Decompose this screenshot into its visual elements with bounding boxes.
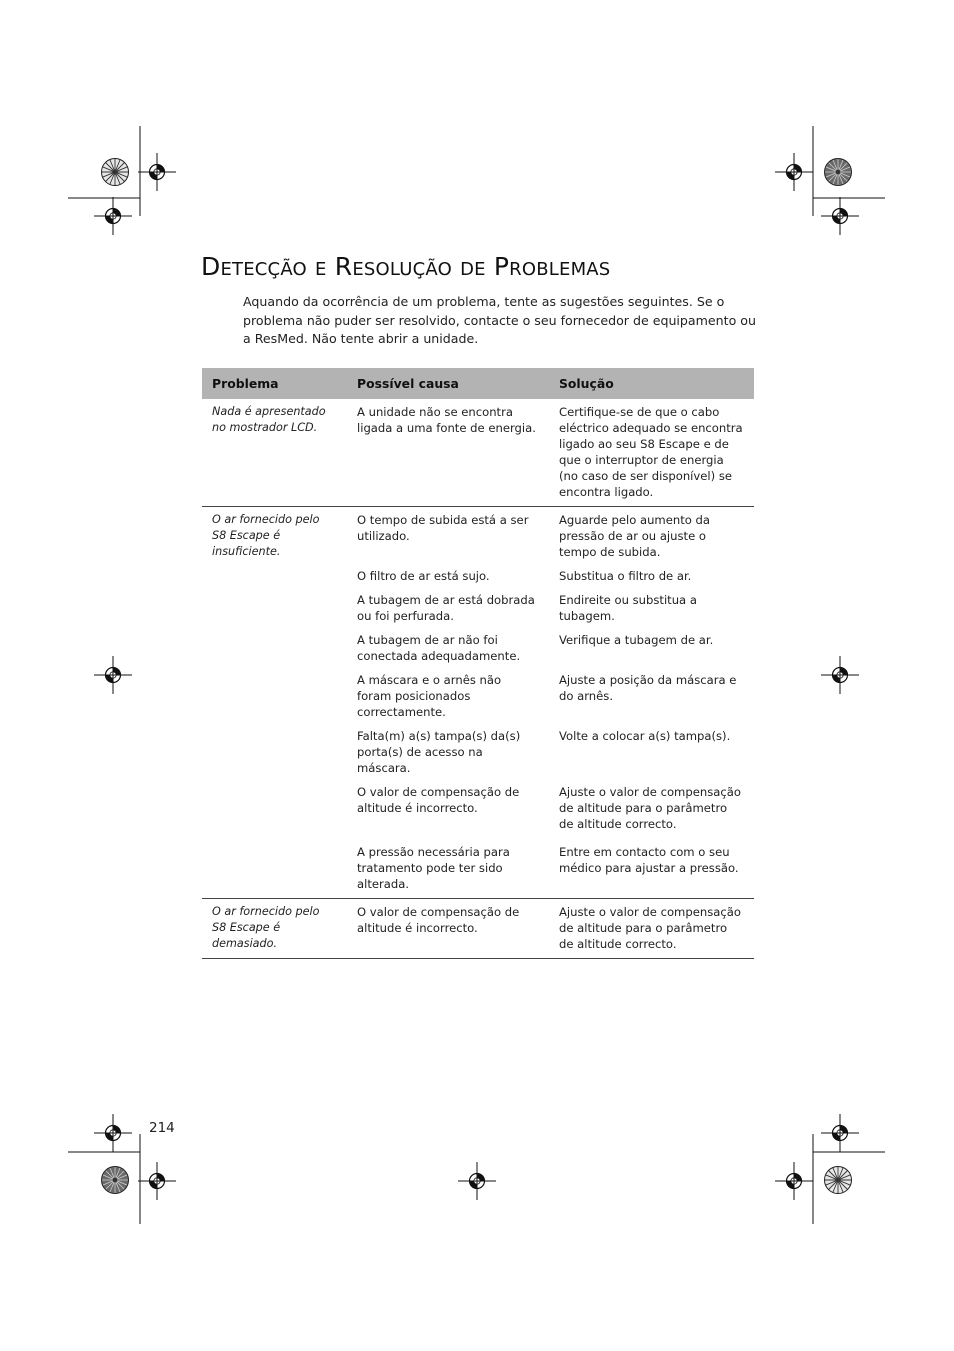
cause-cell: O filtro de ar está sujo. — [357, 569, 490, 583]
solution-cell: Ajuste o valor de compensação de altitude para o parâmetro de altitude correcto. — [549, 899, 754, 959]
solution-cell: Endireite ou substitua a tubagem. — [559, 593, 697, 623]
cause-cell: O valor de compensação de altitude é incorrecto. — [357, 785, 520, 815]
header-cause: Possível causa — [347, 368, 549, 399]
header-solution: Solução — [549, 368, 754, 399]
page-title: Detecção e Resolução de Problemas — [201, 252, 611, 281]
solution-cell: Entre em contacto com o seu médico para ajustar a pressão. — [549, 844, 754, 899]
solution-cell: Volte a colocar a(s) tampa(s). — [559, 729, 731, 743]
solution-cell: Substitua o filtro de ar. — [559, 569, 692, 583]
header-problem: Problema — [202, 368, 347, 399]
solution-cell: Ajuste o valor de compensação de altitude para o parâmetro de altitude correcto. — [559, 785, 741, 831]
cause-cell: O tempo de subida está a ser utilizado. — [357, 513, 529, 543]
solution-cell: Ajuste a posição da máscara e do arnês. — [559, 673, 737, 703]
cause-cell: A pressão necessária para tratamento pode ter sido alterada. — [347, 844, 549, 899]
page-number: 214 — [149, 1120, 175, 1136]
cause-cell: Falta(m) a(s) tampa(s) da(s) porta(s) de acesso na máscara. — [357, 729, 521, 775]
solution-cell: Verifique a tubagem de ar. — [559, 633, 714, 647]
problem-cell: Nada é apresentado no mostrador LCD. — [202, 399, 347, 507]
solution-cell: Aguarde pelo aumento da pressão de ar ou ajuste o tempo de subida. — [559, 513, 710, 559]
problem-cell: O ar fornecido pelo S8 Escape é demasiado. — [202, 899, 347, 959]
table-row — [202, 507, 754, 569]
cause-cell: A tubagem de ar está dobrada ou foi perfurada. — [357, 593, 535, 623]
problem-cell: O ar fornecido pelo S8 Escape é insuficiente. — [202, 507, 347, 899]
cause-cell: A unidade não se encontra ligada a uma fonte de energia. — [347, 399, 549, 507]
cause-cell: O valor de compensação de altitude é incorrecto. — [347, 899, 549, 959]
solution-cell: Certifique-se de que o cabo eléctrico adequado se encontra ligado ao seu S8 Escape e de que o interruptor de energia (no caso de ser disponível) se encontra ligado. — [549, 399, 754, 507]
troubleshooting-table — [202, 368, 754, 959]
cause-cell: A tubagem de ar não foi conectada adequadamente. — [357, 633, 521, 663]
intro-paragraph: Aquando da ocorrência de um problema, tente as sugestões seguintes. Se o problema não puder ser resolvido, contacte o seu fornecedor de equipamento ou a ResMed. Não tente abrir a unidade. — [243, 294, 756, 346]
table-header-row — [202, 368, 754, 399]
table-row — [202, 399, 754, 507]
table-row — [202, 899, 754, 959]
cause-cell: A máscara e o arnês não foram posicionados correctamente. — [357, 673, 502, 719]
